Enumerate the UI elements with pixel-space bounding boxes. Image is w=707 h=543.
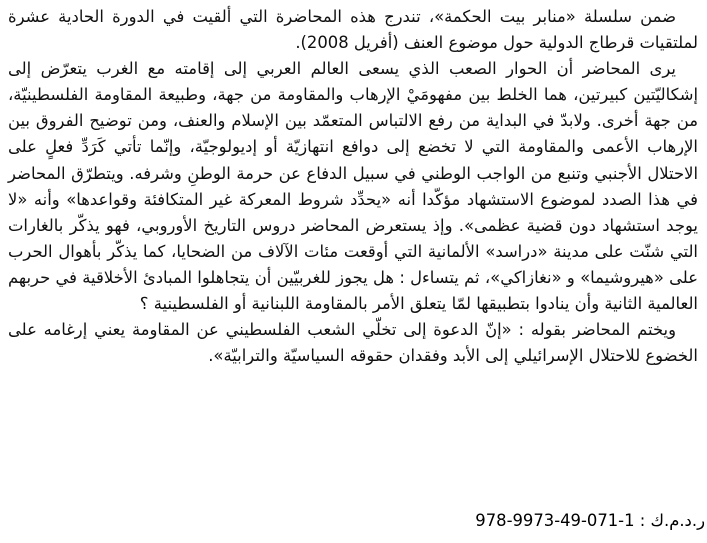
body-paragraph: يرى المحاضر أن الحوار الصعب الذي يسعى العالم العربي إلى إقامته مع الغرب يتعرّض إلى إشكاليّتين كبيرتين، هما الخلط بين مفهومَيْ الإرهاب والمقاومة من جهة، وطبيعة المقاومة الفلسطينيّة، من جهة أخرى. ولابدّ في البداية من رفع الالتباس المتعمّد بين الإسلام والعنف، ومن توضيح الفروق بين الإرهاب الأعمى والمقاومة التي لا تخضع إلى دوافع انتهازيّة أو إديولوجيّة، وإنّما تأتي كَرَدِّ فعلٍ على الاحتلال الأجنبي وتنبع من الواجب الوطني في سبيل الدفاع عن حرمة الوطنِ وشرفه. ويتطرّق المحاضر في هذا الصدد لموضوع الاستشهاد مؤكّدا أنه «يحدِّد شروط المعركة غير المتكافئة وقواعدها» وأنه «لا يوجد استشهاد دون قضية عظمى». وإذ يستعرض المحاضر دروس التاريخ الأوروبي، فهو يذكّر بالغارات التي شنّت على مدينة «دراسد» الألمانية التي أوقعت مئات الآلاف من الضحايا، كما يذكّر بأهوال الحرب على «هيروشيما» و «نغازاكي»، ثم يتساءل : هل يجوز للغربيّين أن يتجاهلوا المبادئ الأخلاقية في حربهم العالمية الثانية وأن ينادوا بتطبيقها لمّا يتعلق الأمر بالمقاومة اللبنانية أو الفلسطينية ؟ <box>8 59 698 314</box>
isbn-line <box>0 508 707 534</box>
closing-paragraph: ويختم المحاضر بقوله : «إنّ الدعوة إلى تخلّي الشعب الفلسطيني عن المقاومة يعني إرغامه على الخضوع للاحتلال الإسرائيلي إلى الأبد وفقدان حقوقه السياسيّة والترابيّة». <box>8 320 698 366</box>
isbn-number: 978-9973-49-071-1 <box>475 511 635 530</box>
document-page <box>8 4 698 539</box>
intro-paragraph: ضمن سلسلة «منابر بيت الحكمة»، تندرج هذه المحاضرة التي ألقيت في الدورة الحادية عشرة لملتقيات قرطاج الدولية حول موضوع العنف (أفريل 2008). <box>8 7 698 53</box>
isbn-label: ر.د.م.ك : <box>639 511 705 530</box>
